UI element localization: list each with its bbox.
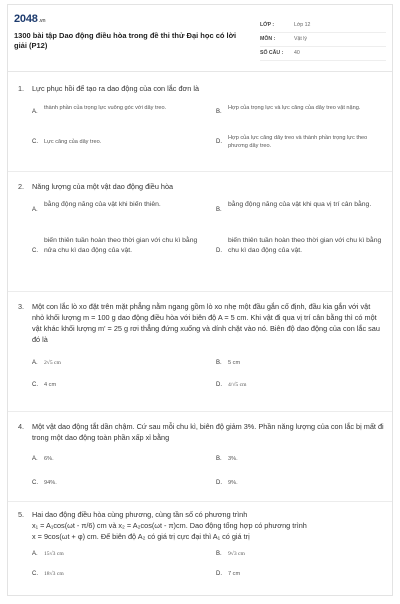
option-c[interactable]: C. 4 cm	[32, 382, 57, 388]
option-b[interactable]: B. bằng động năng của vật khi qua vị trí cân bằng.	[216, 201, 372, 213]
question-number: 1.	[18, 84, 25, 93]
meta-row-count	[260, 47, 386, 61]
option-c[interactable]: C. biến thiên tuần hoàn theo thời gian với chu kì bằng nửa chu kì dao động của vật.	[32, 237, 198, 254]
question-divider	[8, 501, 392, 502]
question-text: Một con lắc lò xo đặt trên mặt phẳng nằm ngang gồm lò xo nhẹ một đầu gắn cố định, đầu kia gắn với vật nhỏ khối lượng m = 100 g dao động điều hòa với biên độ A = 5 cm. Khi vật đi qua vị trí cân bằng thì có một vật khác khối lượng m' = 25 g rơi thẳng đứng xuống và dính chặt vào nó. Biên độ dao động của con lắc sau đó là	[32, 302, 380, 344]
option-c[interactable]: C. 18√3 cm	[32, 571, 64, 577]
meta-row-subject	[260, 33, 386, 47]
question-text: Một vật dao động tắt dần chậm. Cứ sau mỗi chu kì, biên độ giảm 3%. Phần năng lượng của con lắc bị mất đi trong một dao động toàn phần xấp xỉ bằng	[32, 422, 384, 442]
question-number: 2.	[18, 182, 25, 191]
meta-key: LỚP :	[260, 22, 275, 28]
site-logo[interactable]: 2048.vn	[14, 13, 46, 25]
question-number: 5.	[18, 510, 25, 519]
meta-table	[260, 19, 386, 61]
question-text: Hai dao động điều hòa cùng phương, cùng tần số có phương trình x₁ = A₁cos(ωt - π/6) cm và x₂ = A₂cos(ωt - π)cm. Dao động tổng hợp có phương trình x = 9cos(ωt + φ) cm. Để biên độ A₂ có giá trị cực đại thì A₁ có giá trị	[32, 510, 307, 541]
option-b[interactable]: B. 3%.	[216, 456, 238, 462]
meta-value: Vật lý	[294, 36, 307, 42]
question-divider	[8, 171, 392, 172]
option-d[interactable]: D. 7 cm	[216, 571, 241, 577]
meta-key: MÔN :	[260, 36, 276, 42]
option-c[interactable]: C. 94%.	[32, 480, 57, 486]
question-divider	[8, 291, 392, 292]
option-b[interactable]: B. Hợp của trọng lực và lực căng của dây treo vật nặng.	[216, 105, 361, 115]
document-title: 1300 bài tập Dao động điều hòa trong đề thi thử Đại học có lời giải (P12)	[14, 31, 237, 50]
question-number: 4.	[18, 422, 25, 431]
option-b[interactable]: B. 9√3 cm	[216, 551, 245, 557]
option-d[interactable]: D. 9%.	[216, 480, 238, 486]
option-a[interactable]: A. bằng động năng của vật khi biến thiên.	[32, 201, 161, 213]
page	[7, 4, 393, 596]
option-d[interactable]: D. Hợp của lực căng dây treo và thành phần trọng lực theo phương dây treo.	[216, 135, 368, 149]
question-text: Năng lượng của một vật dao động điều hòa	[32, 182, 174, 191]
option-a[interactable]: A. 15√3 cm	[32, 551, 64, 557]
header-divider	[8, 71, 392, 72]
option-b[interactable]: B. 5 cm	[216, 360, 241, 366]
meta-value: Lớp 12	[294, 22, 311, 28]
option-d[interactable]: D. 4/√5 cm	[216, 382, 247, 388]
question-1	[18, 83, 384, 156]
meta-value: 40	[294, 50, 300, 56]
question-4	[18, 421, 384, 491]
option-a[interactable]: A. 2√5 cm	[32, 360, 61, 366]
question-2	[18, 181, 384, 278]
meta-key: SỐ CÂU :	[260, 50, 284, 56]
question-number: 3.	[18, 302, 25, 311]
option-c[interactable]: C. Lực căng của dây treo.	[32, 139, 102, 145]
question-text: Lực phục hồi để tạo ra dao động của con lắc đơn là	[32, 84, 200, 93]
question-3	[18, 301, 384, 399]
header	[14, 13, 386, 63]
option-a[interactable]: A. 6%.	[32, 456, 54, 462]
question-divider	[8, 411, 392, 412]
meta-row-class	[260, 19, 386, 33]
option-d[interactable]: D. biến thiên tuần hoàn theo thời gian với chu kì bằng chu kì dao động của vật.	[216, 237, 382, 254]
question-5	[18, 509, 384, 584]
option-a[interactable]: A. thành phần của trọng lực vuông góc với dây treo.	[32, 105, 167, 115]
